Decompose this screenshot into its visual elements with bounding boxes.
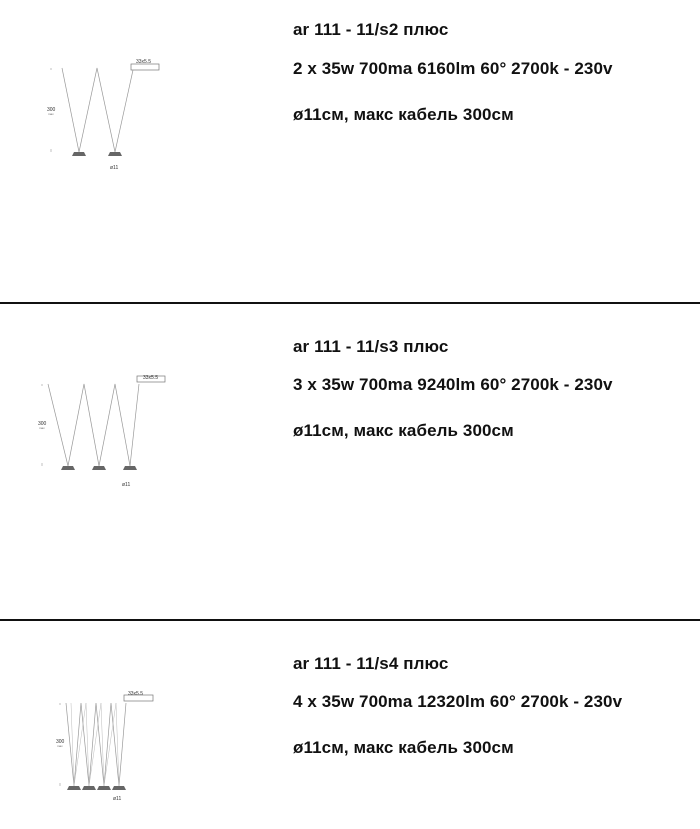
suspension-cables — [62, 68, 133, 152]
product-section-s2 — [0, 0, 700, 302]
product-spec: 4 x 35w 700ma 12320lm 60° 2700k - 230v — [293, 692, 623, 711]
height-dim-label: 300 — [56, 739, 65, 745]
diameter-label: ø11 — [113, 796, 122, 802]
diameter-label: ø11 — [110, 165, 119, 171]
product-spec: 2 x 35w 700ma 6160lm 60° 2700k - 230v — [293, 59, 613, 78]
lamp-head — [123, 466, 137, 470]
lamp-head — [67, 786, 81, 790]
product-section-s4 — [0, 621, 700, 829]
product-title: ar 111 - 11/s2 плюс — [293, 20, 449, 39]
lamp-head — [72, 152, 86, 156]
height-dim-label: 300 — [47, 107, 56, 113]
lamp-head — [92, 466, 106, 470]
product-drawing-s4 — [0, 621, 260, 829]
product-drawing-s3 — [0, 304, 260, 504]
lamp-head — [112, 786, 126, 790]
suspension-cables — [66, 703, 126, 786]
product-spec: 3 x 35w 700ma 9240lm 60° 2700k - 230v — [293, 375, 613, 394]
lamp-head — [61, 466, 75, 470]
height-dim-label: 300 — [38, 421, 47, 427]
lamp-head — [108, 152, 122, 156]
canopy-dim-label: 33x5.5 — [136, 59, 152, 65]
product-dimensions: ø11см, макс кабель 300см — [293, 738, 514, 757]
height-dim-note: max — [48, 112, 54, 116]
product-dimensions: ø11см, макс кабель 300см — [293, 105, 514, 124]
product-drawing-s2 — [0, 0, 260, 200]
product-title: ar 111 - 11/s4 плюс — [293, 654, 449, 673]
diameter-label: ø11 — [122, 482, 131, 488]
product-title: ar 111 - 11/s3 плюс — [293, 337, 449, 356]
height-dim-note: max — [57, 744, 63, 748]
suspension-cables — [48, 384, 139, 466]
product-dimensions: ø11см, макс кабель 300см — [293, 421, 514, 440]
canopy-dim-label: 33x5.5 — [128, 691, 144, 697]
lamp-head — [97, 786, 111, 790]
canopy-dim-label: 33x5.5 — [143, 375, 159, 381]
product-section-s3 — [0, 304, 700, 619]
height-dim-note: max — [39, 426, 45, 430]
lamp-head — [82, 786, 96, 790]
